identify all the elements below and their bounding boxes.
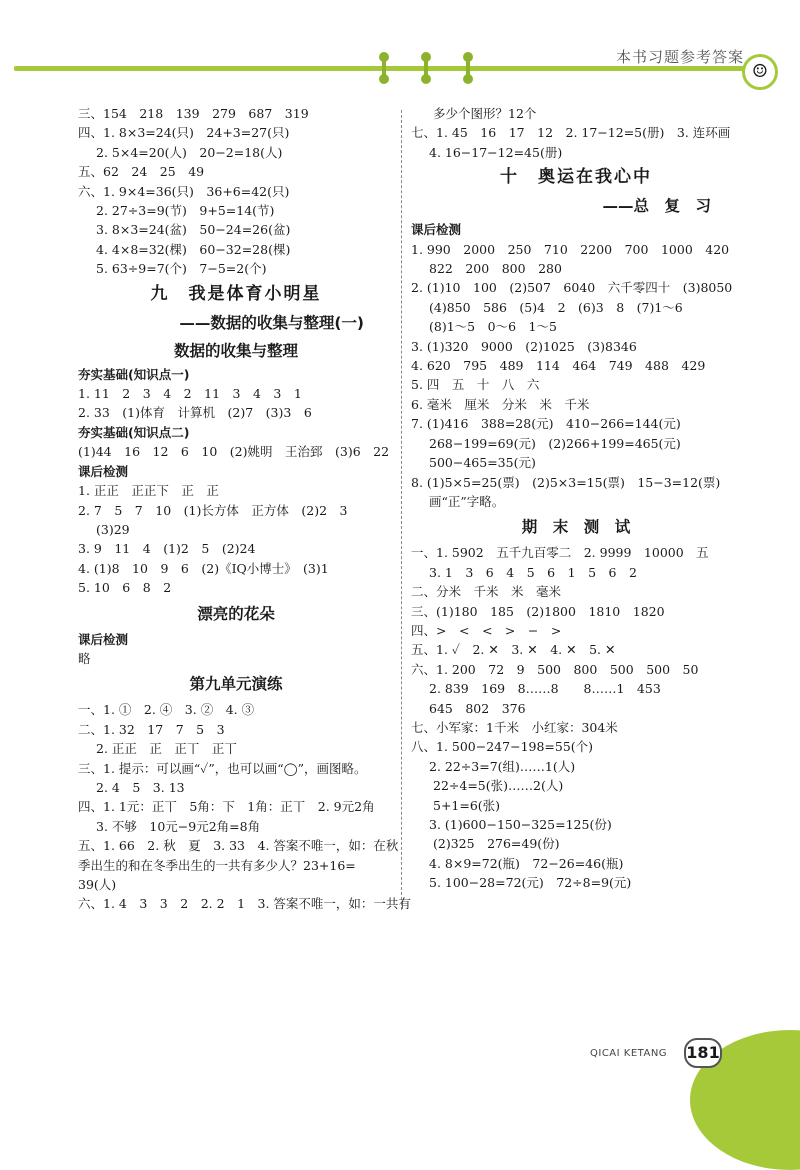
answer-line: 3. (1)320 9000 (2)1025 (3)8346 xyxy=(411,338,637,354)
footer-brand: QICAI KETANG xyxy=(590,1048,668,1059)
right-column xyxy=(411,104,741,893)
answer-line: 四、> < < > − > xyxy=(411,622,562,638)
answer-line: 2. (1)10 100 (2)507 6040 六千零四十 (3)8050 xyxy=(411,280,733,296)
section-title: 漂亮的花朵 xyxy=(197,604,275,623)
answer-line: 5. 10 6 8 2 xyxy=(78,580,172,596)
answer-line: 五、1. 66 2. 秋 夏 3. 33 4. 答案不唯一，如：在秋 xyxy=(78,838,399,854)
answer-line: 1. 正正 正正下 正 正 xyxy=(78,483,219,499)
answer-line: 2. 5×4=20(人) 20−2=18(人) xyxy=(96,144,283,160)
answer-line: 四、1. 8×3=24(只) 24+3=27(只) xyxy=(78,125,290,141)
binder-pin xyxy=(465,52,471,84)
answer-line: 500−465=35(元) xyxy=(429,455,536,471)
answer-line: 多少个图形？12个 xyxy=(433,106,537,121)
column-divider xyxy=(401,110,402,910)
answer-line: 二、1. 32 17 7 5 3 xyxy=(78,721,225,737)
answer-line: 八、1. 500−247−198=55(个) xyxy=(411,739,594,755)
answer-line: 1. 11 2 3 4 2 11 3 4 3 1 xyxy=(78,386,302,402)
chapter-title: 九 我是体育小明星 xyxy=(150,283,322,304)
answer-line: 5. 四 五 十 八 六 xyxy=(411,377,540,393)
left-column xyxy=(78,104,411,914)
answer-line: 2. 839 169 8……8 8……1 453 xyxy=(429,681,661,697)
answer-line: 3. 8×3=24(盆) 50−24=26(盆) xyxy=(96,222,291,238)
answer-line: 822 200 800 280 xyxy=(429,261,562,277)
answer-line: 5. 63÷9=7(个) 7−5=2(个) xyxy=(96,261,267,277)
section-label: 夯实基础(知识点一) xyxy=(78,366,190,382)
answer-line: (1)44 16 12 6 10 (2)姚明 王治郅 (3)6 22 xyxy=(78,444,390,460)
answer-line: 3. 1 3 6 4 5 6 1 5 6 2 xyxy=(429,564,637,580)
answer-line: 2. 7 5 7 10 (1)长方体 正方体 (2)2 3 xyxy=(78,502,348,518)
section-subtitle: ——数据的收集与整理(一) xyxy=(179,313,364,332)
section-label: 课后检测 xyxy=(78,631,129,647)
answer-line: 六、1. 4 3 3 2 2. 2 1 3. 答案不唯一，如：一共有 xyxy=(78,896,411,912)
section-subtitle: 数据的收集与整理 xyxy=(173,341,298,360)
page-number: 181 xyxy=(684,1038,722,1068)
answer-line: 一、1. 5902 五千九百零二 2. 9999 10000 五 xyxy=(411,545,709,561)
answer-line: 六、1. 9×4=36(只) 36+6=42(只) xyxy=(78,183,290,199)
answer-line: 一、1. ① 2. ④ 3. ② 4. ③ xyxy=(78,702,255,718)
answer-line: 五、62 24 25 49 xyxy=(78,164,205,180)
answer-line: 8. (1)5×5=25(票) (2)5×3=15(票) 15−3=12(票) xyxy=(411,474,721,490)
answer-line: (3)29 xyxy=(96,521,130,537)
answer-line: 1. 990 2000 250 710 2200 700 1000 420 xyxy=(411,241,730,257)
answer-line: 2. 4 5 3. 13 xyxy=(96,779,185,795)
answer-line: 季出生的和在冬季出生的一共有多少人？23+16= xyxy=(78,857,356,873)
answer-line: 645 802 376 xyxy=(429,700,526,716)
answer-line: 4. 4×8=32(棵) 60−32=28(棵) xyxy=(96,241,291,257)
answer-line: 三、154 218 139 279 687 319 xyxy=(78,106,309,121)
answer-line: (2)325 276=49(份) xyxy=(433,836,560,852)
answer-line: 3. (1)600−150−325=125(份) xyxy=(429,817,612,832)
answer-line: 三、1. 提示：可以画“✓”，也可以画“◯”，画图略。 xyxy=(78,760,367,776)
section-subtitle: ——总 复 习 xyxy=(602,197,711,216)
answer-line: (4)850 586 (5)4 2 (6)3 8 (7)1～6 xyxy=(429,299,683,315)
answer-line: 5. 100−28=72(元) 72÷8=9(元) xyxy=(429,875,632,891)
section-label: 课后检测 xyxy=(411,222,462,238)
answer-line: 6. 毫米 厘米 分米 米 千米 xyxy=(411,396,590,412)
answer-line: 三、(1)180 185 (2)1800 1810 1820 xyxy=(411,603,665,619)
section-title: 期 末 测 试 xyxy=(521,518,631,537)
answer-line: 4. 16−17−12=45(册) xyxy=(429,144,563,160)
answer-line: 2. 22÷3=7(组)……1(人) xyxy=(429,758,576,774)
answer-line: 六、1. 200 72 9 500 800 500 500 50 xyxy=(411,661,699,677)
answer-line: 2. 正正 正 正丅 正丅 xyxy=(96,741,237,757)
answer-line: 四、1. 1元：正丅 5角：下 1角：正丅 2. 9元2角 xyxy=(78,799,375,815)
answer-line: 画“正”字略。 xyxy=(429,493,505,509)
answer-line: 7. (1)416 388=28(元) 410−266=144(元) xyxy=(411,416,681,432)
answer-line: 39(人) xyxy=(78,877,117,892)
answer-line: 五、1. ✓ 2. ✕ 3. ✕ 4. ✕ 5. ✕ xyxy=(411,642,616,658)
section-label: 夯实基础(知识点二) xyxy=(78,424,190,440)
answer-line: 22÷4=5(张)……2(人) xyxy=(433,778,564,794)
section-title: 第九单元演练 xyxy=(189,675,283,694)
binder-pin xyxy=(423,52,429,84)
answer-line: 2. 27÷3=9(节) 9+5=14(节) xyxy=(96,203,275,219)
section-label: 课后检测 xyxy=(78,463,129,479)
answer-line: 3. 9 11 4 (1)2 5 (2)24 xyxy=(78,541,256,557)
answer-line: 5+1=6(张) xyxy=(433,797,501,813)
answer-line: 3. 不够 10元−9元2角=8角 xyxy=(96,818,261,834)
answer-line: 268−199=69(元) (2)266+199=465(元) xyxy=(429,435,681,451)
answer-line: 略 xyxy=(78,650,91,666)
answer-line: (8)1～5 0～6 1～5 xyxy=(429,319,557,335)
answer-line: 4. 8×9=72(瓶) 72−26=46(瓶) xyxy=(429,855,624,871)
chapter-title: 十 奥运在我心中 xyxy=(500,167,652,188)
answer-line: 2. 33 (1)体育 计算机 (2)7 (3)3 6 xyxy=(78,405,312,421)
answer-line: 二、分米 千米 米 毫米 xyxy=(411,584,562,600)
header-title: 本书习题参考答案 xyxy=(615,48,744,66)
mascot-icon: ☺ xyxy=(742,54,778,90)
answer-line: 4. 620 795 489 114 464 749 488 429 xyxy=(411,358,706,374)
answer-line: 七、1. 45 16 17 12 2. 17−12=5(册) 3. 连环画 xyxy=(411,125,731,141)
answer-line: 七、小军家：1千米 小红家：304米 xyxy=(411,719,618,735)
answer-line: 4. (1)8 10 9 6 (2)《IQ小博士》 (3)1 xyxy=(78,560,329,576)
binder-pin xyxy=(381,52,387,84)
